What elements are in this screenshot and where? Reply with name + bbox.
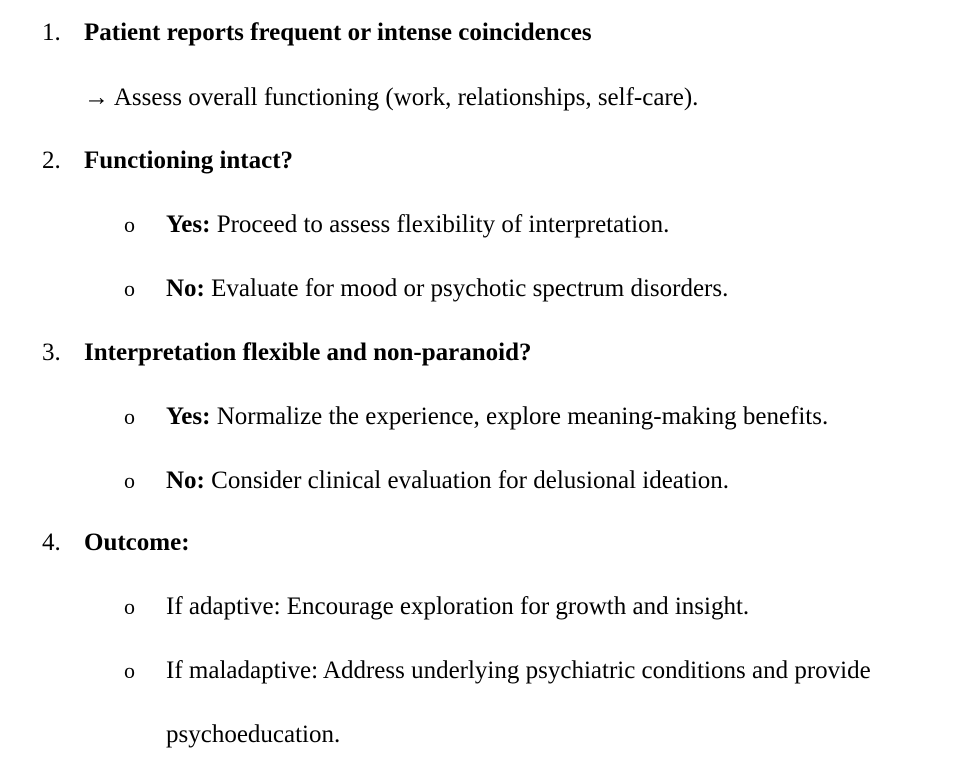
sub-item-text: If maladaptive: Address underlying psychiatric conditions and provide bbox=[166, 657, 871, 684]
item-number: 1. bbox=[42, 19, 61, 46]
item-heading: Functioning intact? bbox=[84, 147, 294, 174]
bullet-icon: o bbox=[124, 658, 135, 683]
sub-item-text: Proceed to assess flexibility of interpretation. bbox=[216, 211, 670, 238]
sub-item-text: Consider clinical evaluation for delusional ideation. bbox=[211, 467, 730, 494]
sub-item-text: If adaptive: Encourage exploration for growth and insight. bbox=[166, 593, 750, 620]
bullet-icon: o bbox=[124, 212, 135, 237]
bullet-icon: o bbox=[124, 404, 135, 429]
item-number: 4. bbox=[42, 529, 61, 556]
bullet-icon: o bbox=[124, 276, 135, 301]
bullet-icon: o bbox=[124, 594, 135, 619]
sub-item-text: Normalize the experience, explore meaning-making benefits. bbox=[216, 403, 829, 430]
item-heading: Interpretation flexible and non-paranoid? bbox=[84, 339, 532, 366]
sub-item-text: Evaluate for mood or psychotic spectrum disorders. bbox=[211, 275, 729, 302]
item-heading: Outcome: bbox=[84, 529, 190, 556]
sub-item-label: No: bbox=[166, 275, 205, 302]
sub-item-label: Yes: bbox=[166, 211, 211, 238]
arrow-icon: → bbox=[84, 84, 109, 111]
bullet-icon: o bbox=[124, 468, 135, 493]
sub-item-label: No: bbox=[166, 467, 205, 494]
item-heading: Patient reports frequent or intense coincidences bbox=[84, 19, 592, 46]
note-text: Assess overall functioning (work, relationships, self-care). bbox=[113, 84, 699, 111]
sub-item-label: Yes: bbox=[166, 403, 211, 430]
item-number: 3. bbox=[42, 339, 61, 366]
item-number: 2. bbox=[42, 147, 61, 174]
sub-item-text-continued: psychoeducation. bbox=[166, 721, 341, 748]
